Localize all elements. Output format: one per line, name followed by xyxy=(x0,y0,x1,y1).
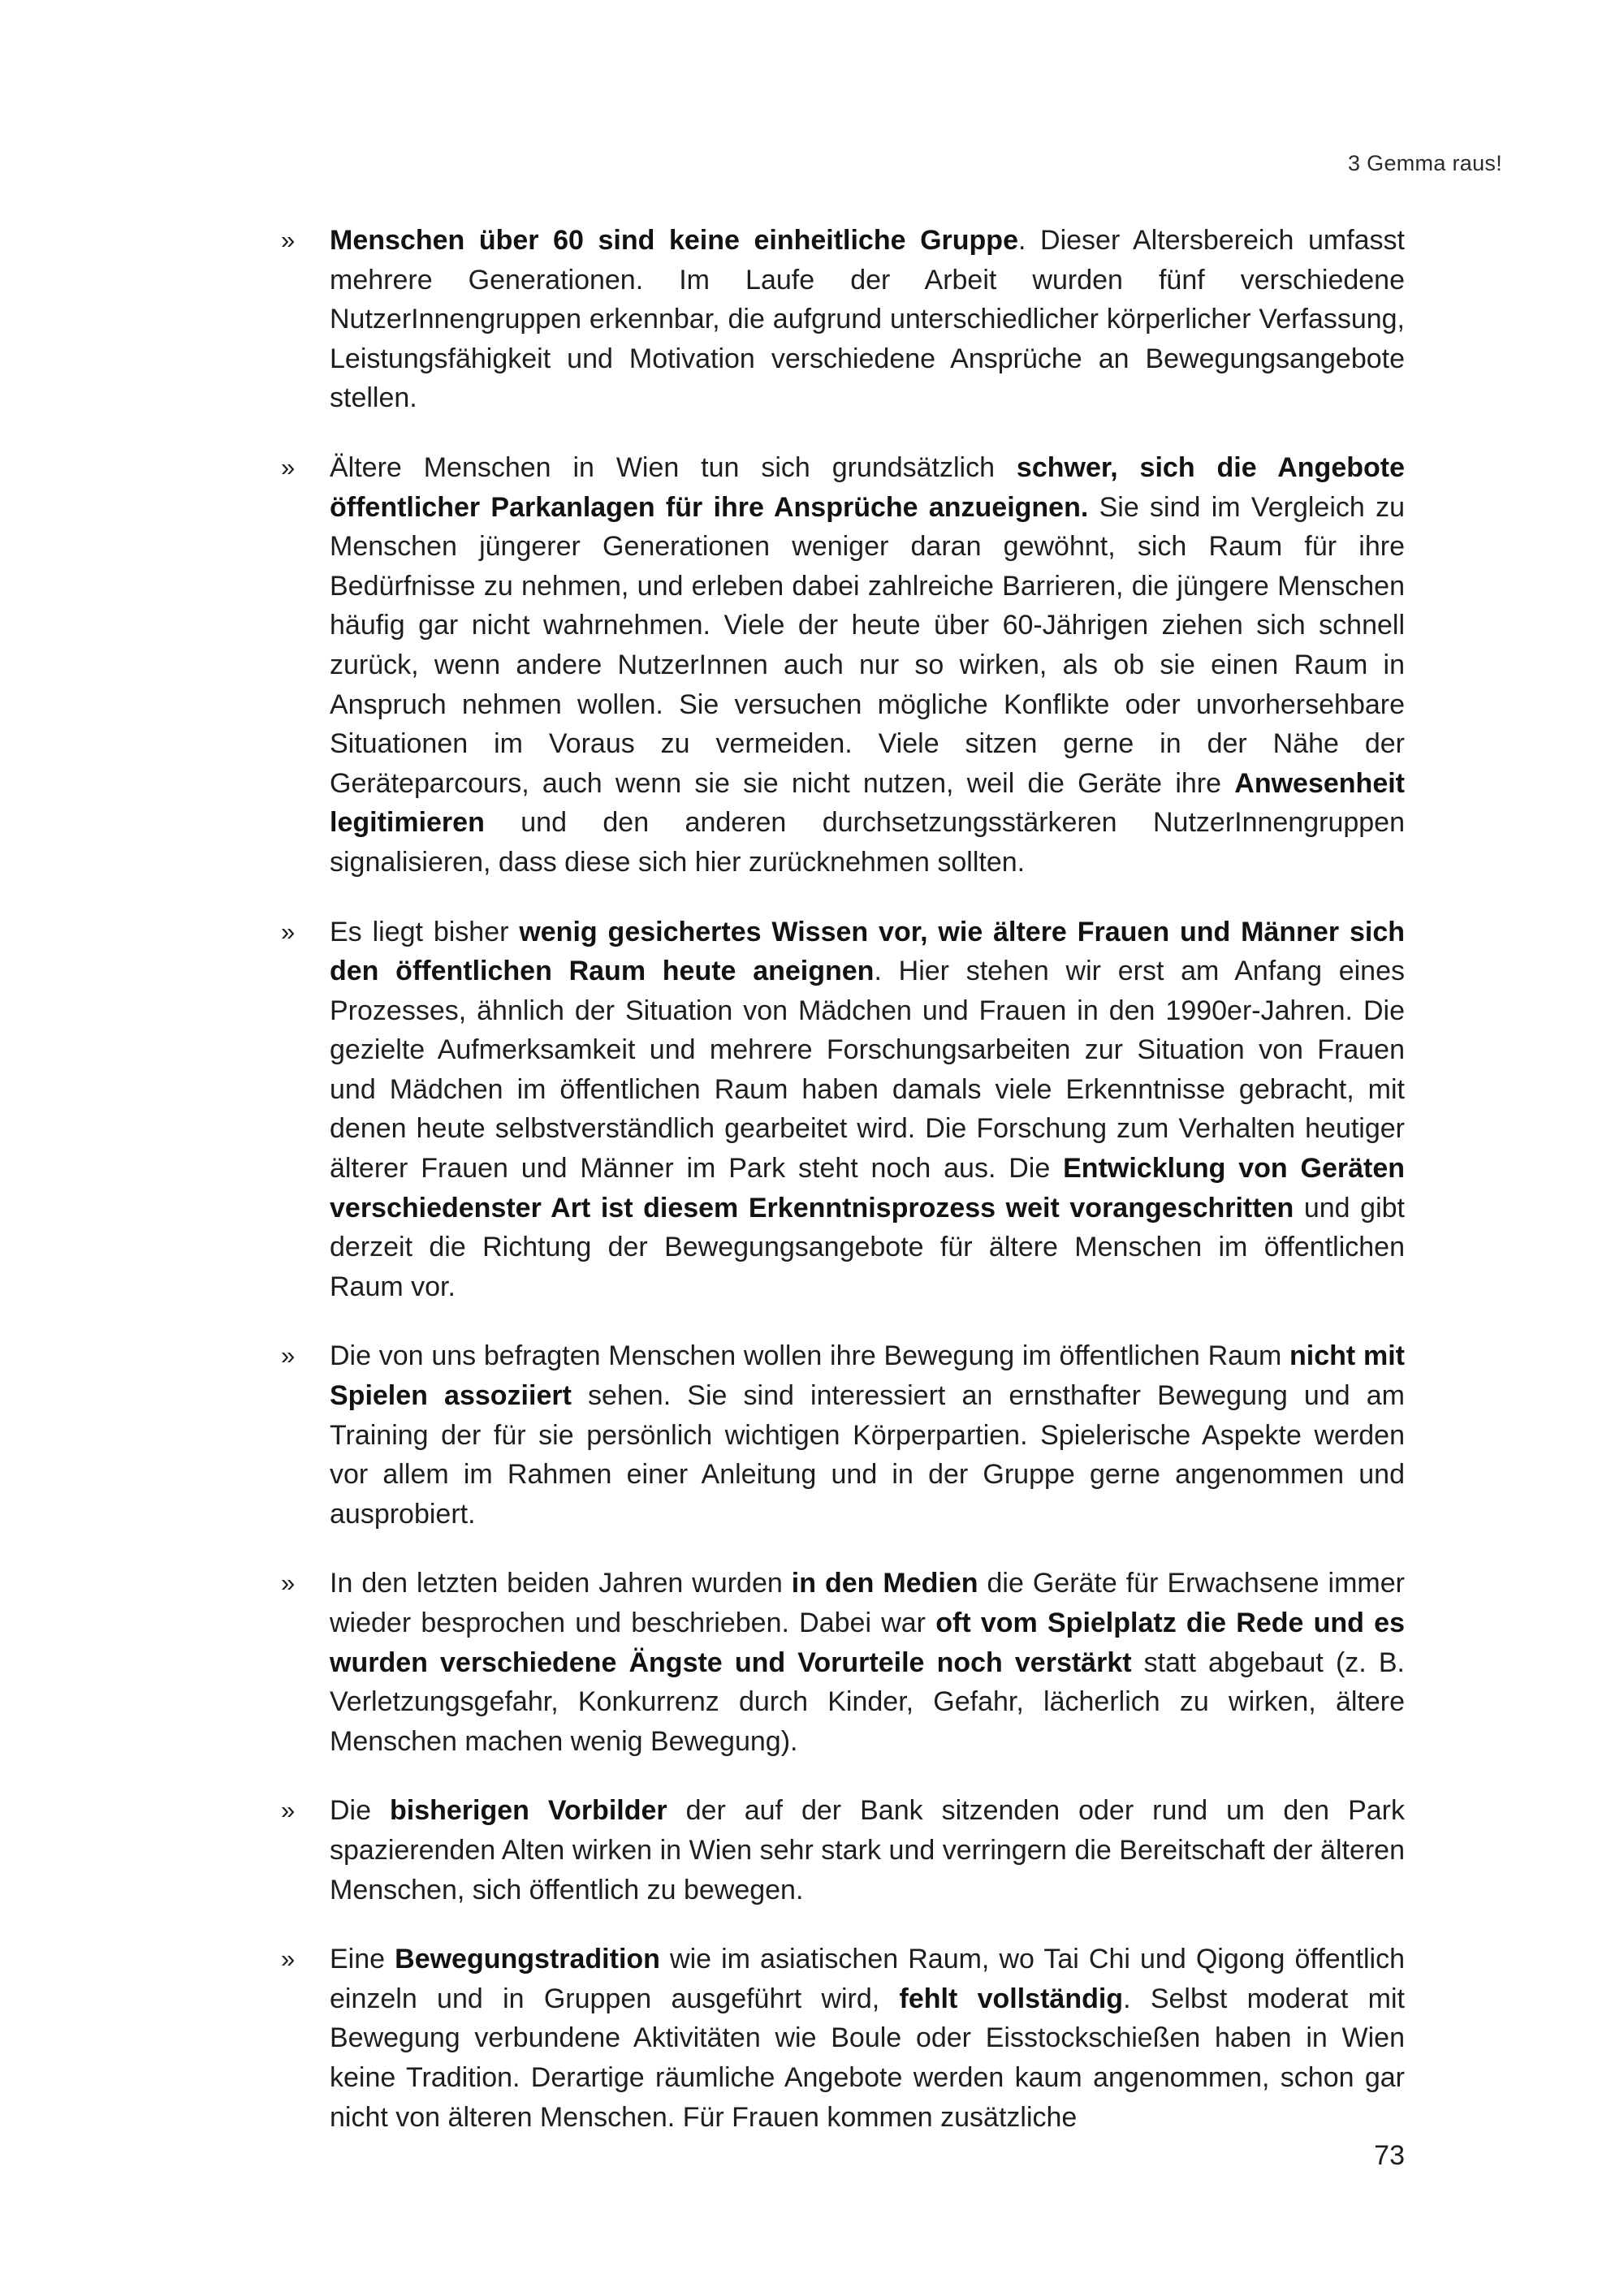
bullet-paragraph xyxy=(330,221,1405,418)
emphasis-text: bisherigen Vorbilder xyxy=(390,1795,667,1827)
emphasis-text: oft vom Spielplatz die Rede und es wurden verschiedene Ängste und Vorurteile noch verstärkt xyxy=(330,1608,1405,1678)
bullet-paragraph xyxy=(330,1564,1405,1761)
bullet-marker-icon: » xyxy=(281,1944,296,1974)
bullet-paragraph xyxy=(330,1791,1405,1910)
body-text: Die xyxy=(330,1795,390,1827)
body-text: Sie sind im Vergleich zu Menschen jüngerer Generationen weniger daran gewöhnt, sich Raum für ihre Bedürfnisse zu nehmen, und erleben dabei zahlreiche Barrieren, die jüngere Menschen häufig gar nicht wahrnehmen. Viele der heute über 60-Jährigen ziehen sich schnell zurück, wenn andere NutzerInnen auch nur so wirken, als ob sie einen Raum in Anspruch nehmen wollen. Sie versuchen mögliche Konflikte oder unvorhersehbare Situationen im Voraus zu vermeiden. Viele sitzen gerne in der Nähe der Geräteparcours, auch wenn sie sie nicht nutzen, weil die Geräte ihre xyxy=(330,491,1405,799)
bullet-marker-icon: » xyxy=(281,226,296,254)
bullet-paragraph xyxy=(330,913,1405,1307)
body-text: . Hier stehen wir erst am Anfang eines Prozesses, ähnlich der Situation von Mädchen und Frauen in den 1990er-Jahren. Die gezielte Aufmerksamkeit und mehrere Forschungsarbeiten zur Situation von Frauen und Mädchen im öffentlichen Raum haben damals viele Erkenntnisse gebracht, mit denen heute selbstverständlich gearbeitet wird. Die Forschung zum Verhalten heutiger älterer Frauen und Männer im Park steht noch aus. Die xyxy=(330,956,1405,1185)
emphasis-text: Entwicklung von Geräten verschiedenster Art ist diesem Erkenntnisprozess weit vorangeschritten xyxy=(330,1153,1405,1224)
body-text: Die von uns befragten Menschen wollen ihre Bewegung im öffentlichen Raum xyxy=(330,1340,1290,1372)
body-text: In den letzten beiden Jahren wurden xyxy=(330,1568,792,1599)
body-text: wie im asiatischen Raum, wo Tai Chi und Qigong öffentlich einzeln und in Gruppen ausgeführt wird, xyxy=(330,1944,1406,2014)
bullet-marker-icon: » xyxy=(281,917,296,946)
body-text: der auf der Bank sitzenden oder rund um den Park spazierenden Alten wirken in Wien sehr stark und verringern die Bereitschaft der älteren Menschen, sich öffentlich zu bewegen. xyxy=(330,1795,1405,1905)
bullet-marker-icon: » xyxy=(281,1796,296,1825)
body-text: . Selbst moderat mit Bewegung verbundene Aktivitäten wie Boule oder Eisstockschießen haben in Wien keine Tradition. Derartige räumliche Angebote werden kaum angenommen, schon gar nicht von älteren Menschen. Für Frauen kommen zusätzliche xyxy=(330,1983,1405,2133)
body-text: die Geräte für Erwachsene immer wieder besprochen und beschrieben. Dabei war xyxy=(330,1568,1405,1638)
bullet-paragraph xyxy=(330,1336,1405,1534)
body-text: und gibt derzeit die Richtung der Bewegungsangebote für ältere Menschen im öffentlichen Raum vor. xyxy=(330,1192,1405,1302)
body-text: sehen. Sie sind interessiert an ernsthafter Bewegung und am Training der für sie persönlich wichtigen Körperpartien. Spielerische Aspekte werden vor allem im Rahmen einer Anleitung und in der Gruppe gerne angenommen und ausprobiert. xyxy=(330,1380,1405,1530)
emphasis-text: nicht mit Spielen assoziiert xyxy=(330,1340,1405,1412)
emphasis-text: schwer, sich die Angebote öffentlicher Parkanlagen für ihre Ansprüche anzueignen. xyxy=(330,451,1406,523)
list-item xyxy=(266,1336,1405,1534)
body-text: und den anderen durchsetzungsstärkeren NutzerInnengruppen signalisieren, dass diese sich hier zurücknehmen sollten. xyxy=(330,807,1405,878)
list-item xyxy=(266,1940,1405,2137)
list-item xyxy=(266,448,1405,883)
bullet-marker-icon: » xyxy=(281,452,296,481)
page-number: 73 xyxy=(1374,2140,1405,2171)
bullet-paragraph xyxy=(330,448,1405,883)
bullet-marker-icon: » xyxy=(281,1569,296,1598)
emphasis-text: fehlt vollständig xyxy=(899,1983,1124,2014)
body-text: . Dieser Altersbereich umfasst mehrere Generationen. Im Laufe der Arbeit wurden fünf verschiedene NutzerInnengruppen erkennbar, die aufgrund unterschiedlicher körperlicher Verfassung, Leistungsfähigkeit und Motivation verschiedene Ansprüche an Bewegungsangebote stellen. xyxy=(330,225,1405,414)
body-text: statt abgebaut (z. B. Verletzungsgefahr, Konkurrenz durch Kinder, Gefahr, lächerlich zu wirken, ältere Menschen machen wenig Bewegung). xyxy=(330,1646,1405,1757)
emphasis-text: Bewegungstradition xyxy=(395,1944,660,1975)
body-text: Es liegt bisher xyxy=(330,916,520,947)
bullet-list xyxy=(266,221,1405,2167)
emphasis-text: wenig gesichertes Wissen vor, wie ältere Frauen und Männer sich den öffentlichen Raum heute aneignen xyxy=(330,916,1405,987)
list-item xyxy=(266,1564,1405,1761)
emphasis-text: Anwesenheit legitimieren xyxy=(330,767,1405,839)
body-text: Ältere Menschen in Wien tun sich grundsätzlich xyxy=(330,451,1017,483)
emphasis-text: in den Medien xyxy=(791,1568,978,1599)
list-item xyxy=(266,1791,1405,1910)
list-item xyxy=(266,913,1405,1307)
body-text: Eine xyxy=(330,1944,395,1975)
bullet-marker-icon: » xyxy=(281,1341,296,1370)
running-header: 3 Gemma raus! xyxy=(1348,151,1502,175)
list-item xyxy=(266,221,1405,418)
bullet-paragraph xyxy=(330,1940,1405,2137)
emphasis-text: Menschen über 60 sind keine einheitliche Gruppe xyxy=(330,225,1018,256)
